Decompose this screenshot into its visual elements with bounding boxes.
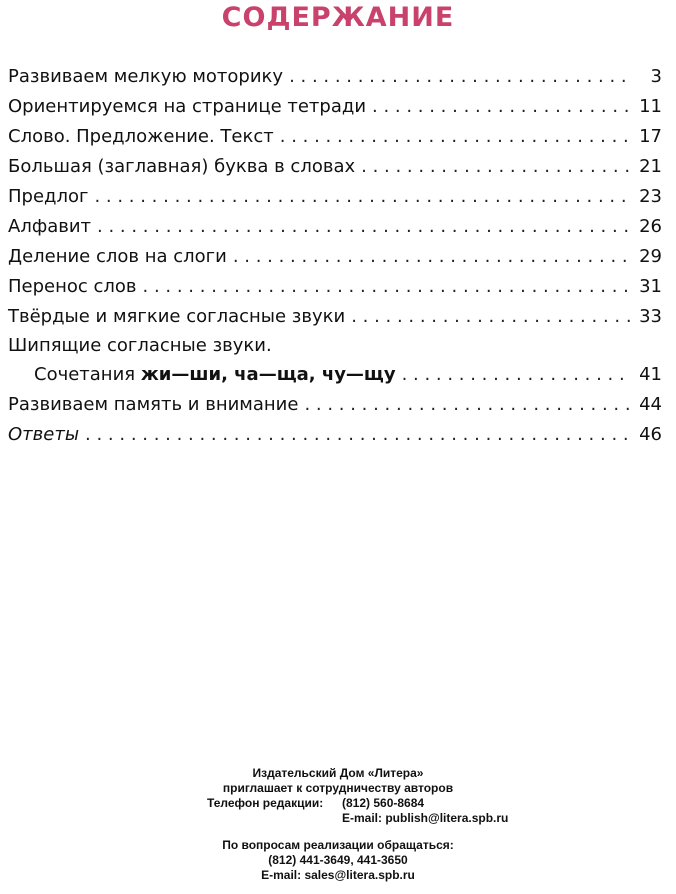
toc-entry-title: Твёрдые и мягкие согласные звуки <box>8 306 346 327</box>
toc-entry-title: Развиваем мелкую моторику <box>8 66 284 87</box>
toc-entry[interactable] <box>8 390 662 420</box>
toc-entry-page: 29 <box>639 246 662 267</box>
toc-entry-page: 26 <box>639 216 662 237</box>
sales-phones: (812) 441-3649, 441-3650 <box>268 853 408 867</box>
toc-entry-page: 44 <box>639 394 662 415</box>
toc-dot-leader <box>97 212 632 242</box>
toc-entry[interactable] <box>8 92 662 122</box>
toc-entry-page: 33 <box>639 306 662 327</box>
sales-heading: По вопросам реализации обращаться: <box>222 838 454 852</box>
toc-dot-leader <box>289 62 632 92</box>
toc-dot-leader <box>361 152 632 182</box>
toc-dot-leader <box>304 390 632 420</box>
toc-dot-leader <box>402 360 632 390</box>
toc-entry-page: 46 <box>639 424 662 445</box>
toc-entry[interactable] <box>8 272 662 302</box>
toc-dot-leader <box>85 420 632 450</box>
toc-entry-title: Развиваем память и внимание <box>8 394 299 415</box>
toc-entry-page: 17 <box>639 126 662 147</box>
toc-entry-title: Деление слов на слоги <box>8 246 227 267</box>
toc-entry-title: Слово. Предложение. Текст <box>8 126 274 147</box>
toc-entry-line <box>8 360 662 390</box>
toc-entry-subtitle-prefix: Сочетания <box>34 364 141 385</box>
sales-email[interactable]: E-mail: sales@litera.spb.ru <box>261 868 415 882</box>
toc-entry-page: 21 <box>639 156 662 177</box>
toc-entry-title: Ответы <box>8 424 80 445</box>
toc-entry-page: 41 <box>639 364 662 385</box>
toc-dot-leader <box>280 122 632 152</box>
publisher-imprint <box>0 766 676 883</box>
toc-entry-subtitle-bold: жи—ши, ча—ща, чу—щу <box>140 364 396 385</box>
toc-entry-title: Ориентируемся на странице тетради <box>8 96 367 117</box>
editorial-email-line <box>0 811 676 826</box>
toc-entry-multiline[interactable] <box>8 332 662 390</box>
toc-entry-title: Большая (заглавная) буква в словах <box>8 156 356 177</box>
publisher-name: Издательский Дом «Литера» <box>252 766 424 780</box>
toc-entry-page: 11 <box>639 96 662 117</box>
toc-dot-leader <box>94 182 632 212</box>
toc-entry[interactable] <box>8 122 662 152</box>
page-title: СОДЕРЖАНИЕ <box>221 2 455 33</box>
toc-entry-page: 31 <box>639 276 662 297</box>
editorial-phone-line <box>0 796 676 811</box>
toc-dot-leader <box>233 242 632 272</box>
toc-entry[interactable] <box>8 182 662 212</box>
toc-entry[interactable] <box>8 62 662 92</box>
editorial-email[interactable]: E-mail: publish@litera.spb.ru <box>342 811 509 825</box>
publisher-invite: приглашает к сотрудничеству авторов <box>222 781 454 795</box>
toc-entry-page: 23 <box>639 186 662 207</box>
toc-entry[interactable] <box>8 242 662 272</box>
toc-entry[interactable] <box>8 302 662 332</box>
toc-entry[interactable] <box>8 152 662 182</box>
toc-entry-subtitle <box>34 360 396 390</box>
toc-entry-title: Шипящие согласные звуки. <box>8 335 272 356</box>
toc-entry[interactable] <box>8 212 662 242</box>
table-of-contents <box>8 62 662 450</box>
toc-entry[interactable] <box>8 420 662 450</box>
toc-entry-title: Перенос слов <box>8 276 137 297</box>
toc-dot-leader <box>143 272 632 302</box>
editorial-phone-value: (812) 560-8684 <box>342 796 425 810</box>
toc-dot-leader <box>351 302 632 332</box>
editorial-phone-label: Телефон редакции: <box>207 796 324 810</box>
toc-dot-leader <box>372 92 632 122</box>
toc-entry-title: Алфавит <box>8 216 92 237</box>
toc-entry-line <box>8 332 662 360</box>
toc-entry-page: 3 <box>650 66 662 87</box>
toc-entry-title: Предлог <box>8 186 89 207</box>
